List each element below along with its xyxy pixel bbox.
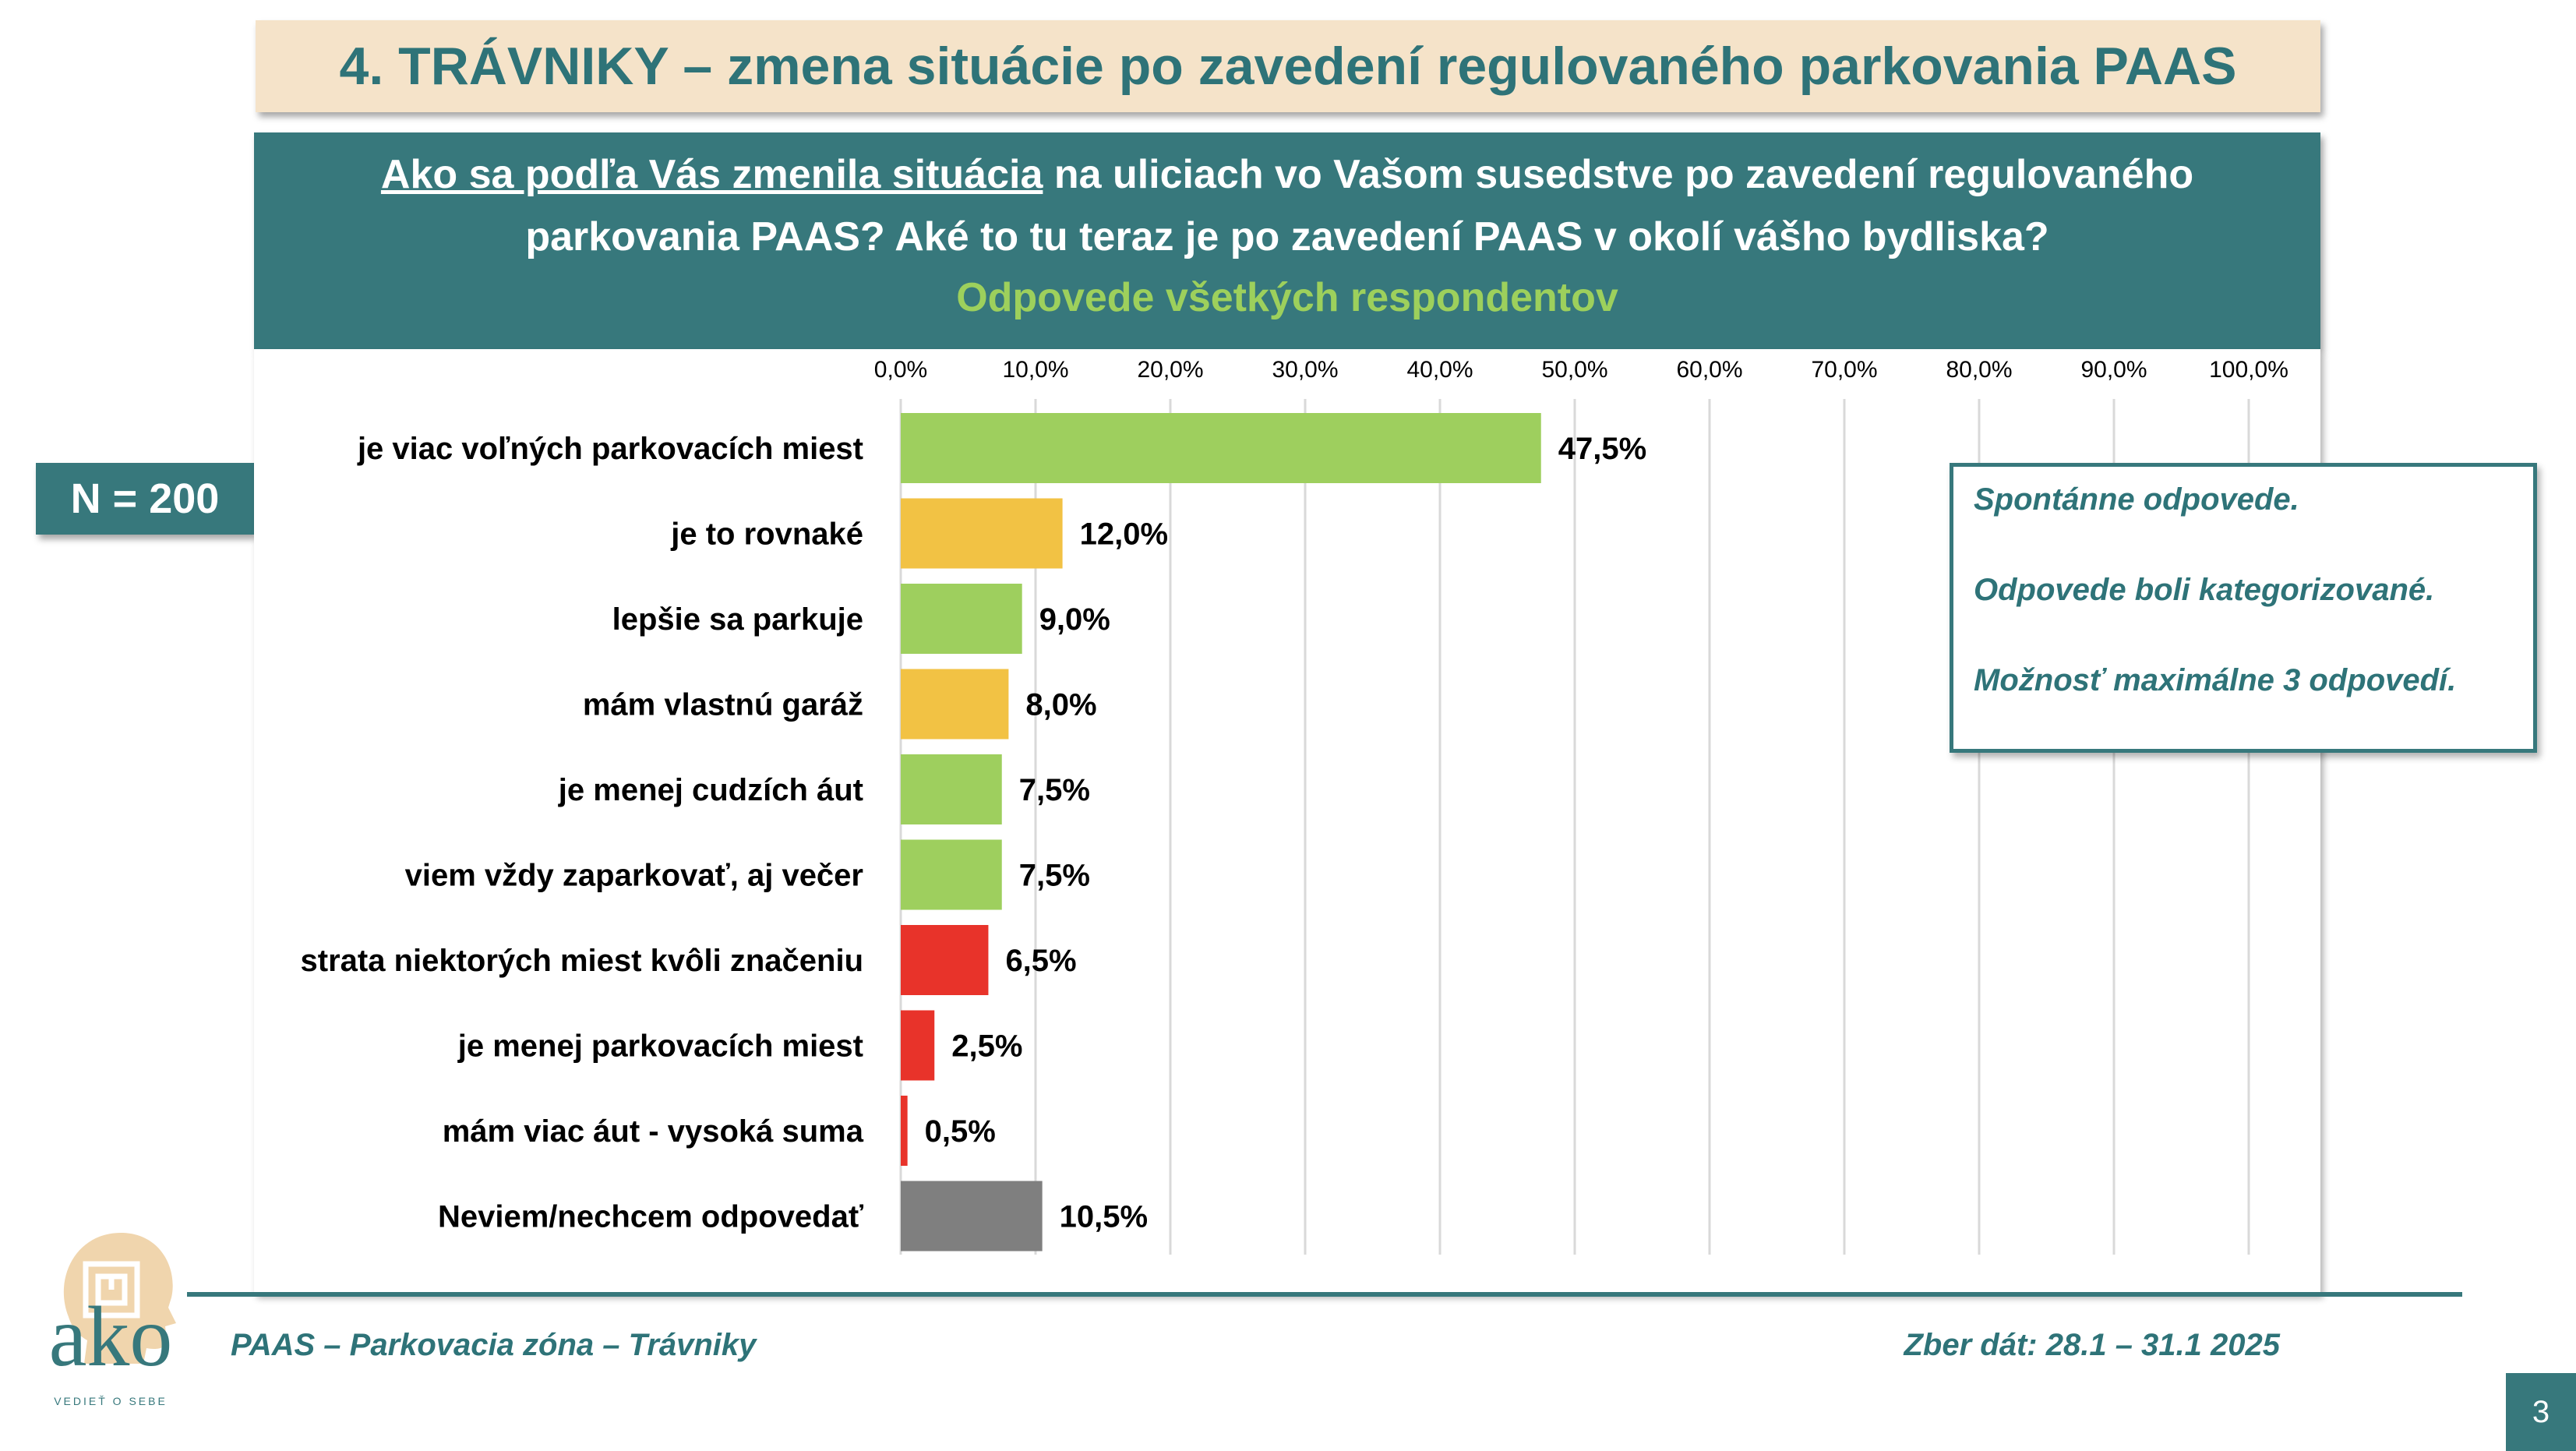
bar [901, 840, 1002, 910]
data-label: 9,0% [1039, 602, 1110, 637]
footer-date: Zber dát: 28.1 – 31.1 2025 [1904, 1328, 2280, 1362]
x-tick-label: 70,0% [1811, 357, 1878, 383]
x-tick-label: 20,0% [1137, 357, 1204, 383]
bar [901, 754, 1002, 824]
question-box [254, 132, 2320, 349]
note-max-answers: Možnosť maximálne 3 odpovedí. [1974, 663, 2457, 697]
page-title: 4. TRÁVNIKY – zmena situácie po zavedení regulovaného parkovania PAAS [339, 37, 2237, 96]
category-label: viem vždy zaparkovať, aj večer [404, 858, 863, 893]
data-label: 7,5% [1018, 773, 1090, 807]
notes-box [1950, 463, 2537, 753]
data-label: 12,0% [1079, 517, 1169, 552]
page-number: 3 [2506, 1373, 2576, 1451]
note-categorized: Odpovede boli kategorizované. [1974, 573, 2435, 607]
data-label: 8,0% [1025, 687, 1097, 722]
title-banner [256, 20, 2320, 112]
category-label: je menej cudzích áut [558, 773, 863, 807]
category-label: mám vlastnú garáž [582, 687, 863, 722]
bar [901, 1011, 934, 1081]
bar [901, 669, 1008, 740]
x-tick-label: 30,0% [1272, 357, 1339, 383]
x-tick-label: 50,0% [1541, 357, 1608, 383]
question-line-2: parkovania PAAS? Aké to tu teraz je po zavedení PAAS v okolí vášho bydliska? [525, 214, 2049, 259]
bar [901, 499, 1063, 569]
data-label: 0,5% [924, 1114, 996, 1149]
x-tick-label: 60,0% [1676, 357, 1743, 383]
category-label: strata niektorých miest kvôli značeniu [300, 944, 863, 978]
footer-divider [187, 1292, 2462, 1297]
note-spontaneous: Spontánne odpovede. [1974, 482, 2299, 517]
question-line-1 [254, 143, 2320, 206]
data-label: 7,5% [1018, 858, 1090, 893]
category-label: je to rovnaké [671, 517, 863, 552]
bar [901, 925, 988, 995]
logo-wordmark: ako [48, 1289, 173, 1384]
data-label: 6,5% [1005, 944, 1077, 978]
bar [901, 1096, 908, 1166]
x-tick-label: 90,0% [2080, 357, 2147, 383]
x-tick-label: 40,0% [1406, 357, 1473, 383]
question-underlined: Ako sa podľa Vás zmenila situácia [380, 152, 1043, 197]
bar [901, 413, 1541, 483]
category-label: je menej parkovacích miest [457, 1029, 863, 1064]
question-subtitle: Odpovede všetkých respondentov [956, 275, 1618, 320]
bar [901, 1181, 1043, 1252]
sample-size-badge: N = 200 [36, 463, 254, 535]
bar [901, 584, 1022, 654]
question-rest: na uliciach vo Vašom susedstve po zavedení regulovaného [1043, 152, 2194, 197]
category-label: je viac voľných parkovacích miest [357, 432, 863, 466]
category-label: Neviem/nechcem odpovedať [437, 1199, 863, 1234]
x-tick-label: 80,0% [1946, 357, 2013, 383]
category-label: lepšie sa parkuje [612, 602, 863, 637]
x-tick-label: 10,0% [1002, 357, 1069, 383]
data-label: 47,5% [1558, 432, 1647, 466]
logo-tagline: VEDIEŤ O SEBE [54, 1395, 168, 1407]
category-label: mám viac áut - vysoká suma [442, 1114, 863, 1149]
x-tick-label: 0,0% [873, 357, 928, 383]
footer-project: PAAS – Parkovacia zóna – Trávniky [231, 1328, 757, 1362]
x-tick-label: 100,0% [2209, 357, 2288, 383]
data-label: 10,5% [1059, 1199, 1149, 1234]
data-label: 2,5% [951, 1029, 1023, 1064]
